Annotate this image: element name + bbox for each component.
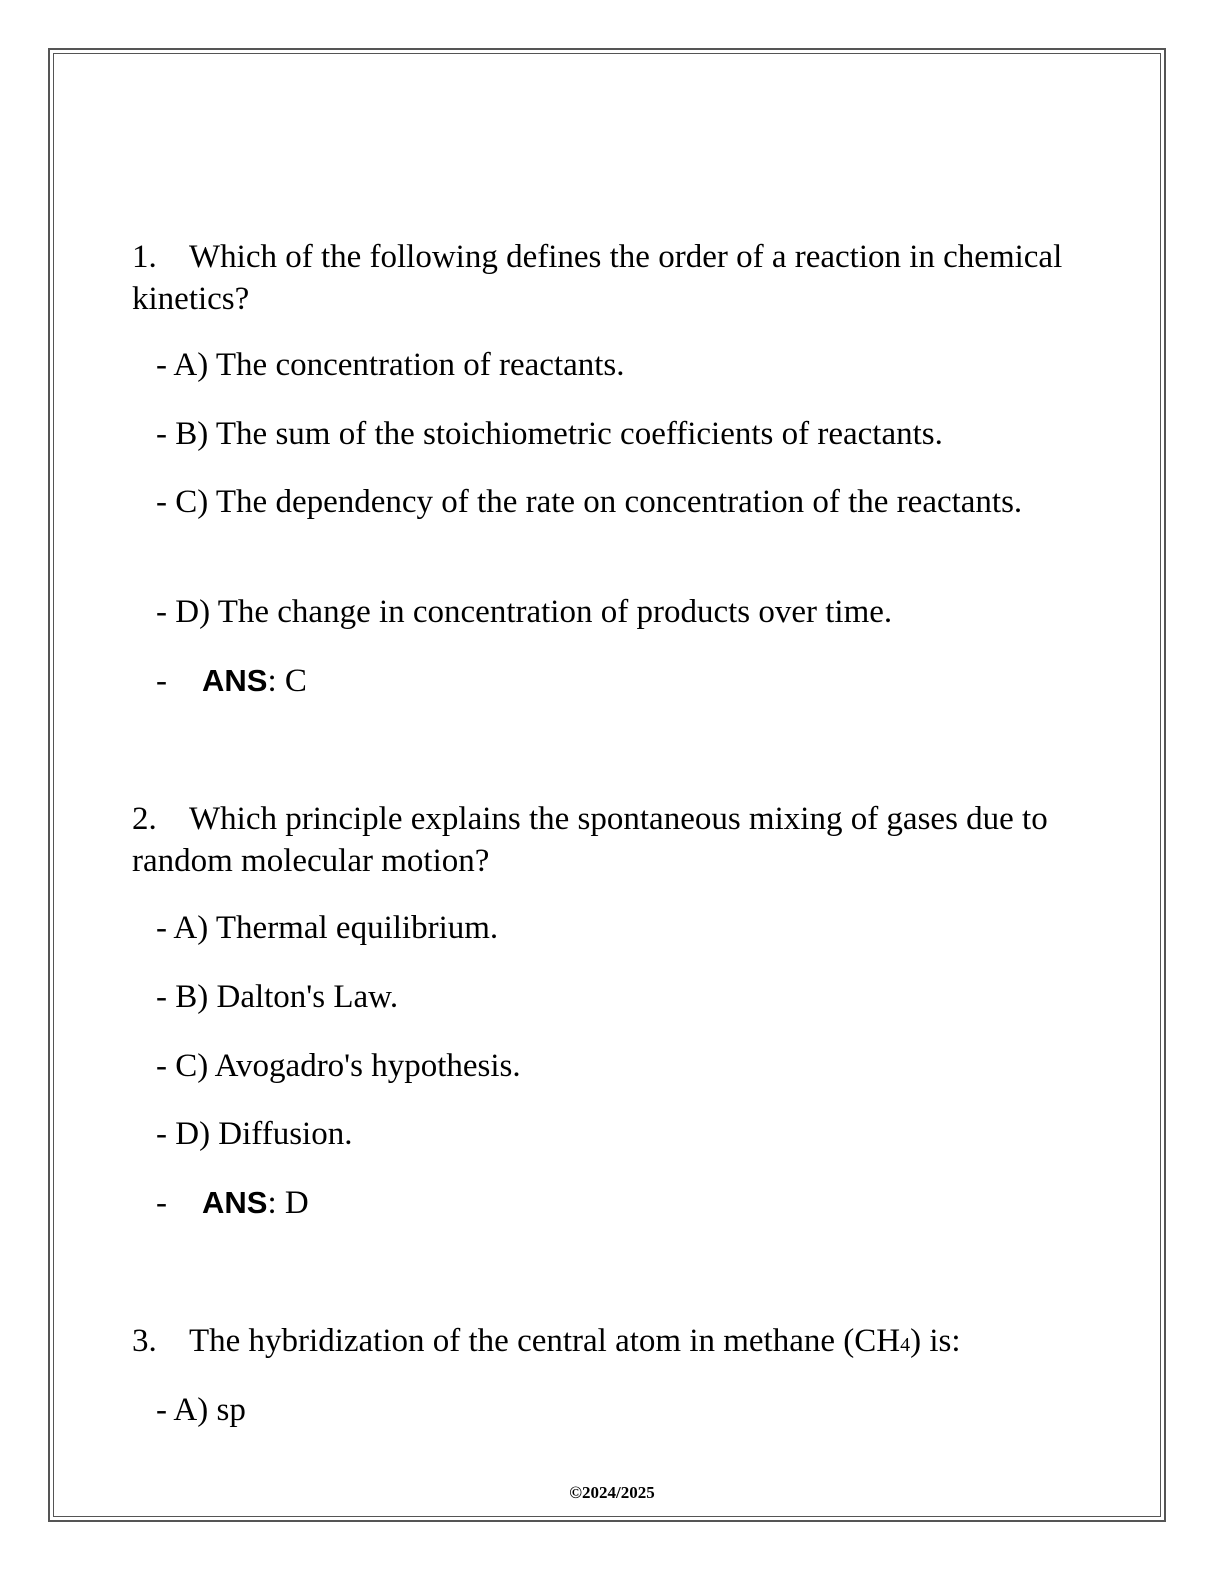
question-2-option-a: - A) Thermal equilibrium.: [156, 910, 499, 946]
question-2-answer-value: : D: [267, 1185, 309, 1221]
question-2-answer-dash: -: [156, 1185, 167, 1221]
question-2-option-d: - D) Diffusion.: [156, 1116, 353, 1152]
question-3-text-before: The hybridization of the central atom in methane (CH: [189, 1323, 901, 1359]
question-2-option-b: - B) Dalton's Law.: [156, 979, 399, 1015]
question-1-number: 1.: [132, 239, 157, 275]
question-1-answer: [156, 660, 307, 702]
question-2-text: Which principle explains the spontaneous mixing of gases due to random molecular motion?: [132, 801, 1048, 879]
question-1-option-b: - B) The sum of the stoichiometric coefficients of reactants.: [156, 416, 943, 452]
question-2-number: 2.: [132, 801, 157, 837]
question-1-answer-dash: -: [156, 663, 167, 699]
question-2-answer-label: ANS: [202, 1185, 268, 1220]
question-2-answer: [156, 1182, 309, 1224]
question-3-stem: [132, 1320, 1092, 1366]
question-1-answer-value: : C: [267, 663, 307, 699]
question-1-stem: [132, 236, 1092, 320]
question-3-text-after: ) is:: [910, 1323, 961, 1359]
question-1-option-c: - C) The dependency of the rate on concentration of the reactants.: [156, 484, 1023, 520]
question-1-text: Which of the following defines the order of a reaction in chemical kinetics?: [132, 239, 1063, 317]
question-3-number: 3.: [132, 1323, 157, 1359]
question-1-option-a: - A) The concentration of reactants.: [156, 347, 625, 383]
question-3-option-a: - A) sp: [156, 1392, 246, 1428]
question-2-option-c: - C) Avogadro's hypothesis.: [156, 1048, 521, 1084]
question-1-answer-label: ANS: [202, 663, 268, 698]
question-2-stem: [132, 798, 1092, 882]
question-3-subscript: 4: [900, 1334, 911, 1356]
question-1-option-d: - D) The change in concentration of products over time.: [156, 594, 893, 630]
page-footer-copyright: ©2024/2025: [569, 1483, 655, 1502]
